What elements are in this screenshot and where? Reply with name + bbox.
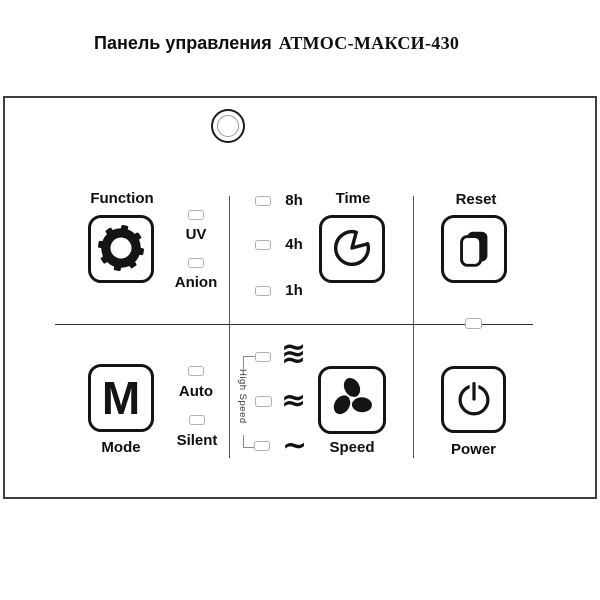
auto-led: [188, 366, 204, 376]
function-label: Function: [90, 190, 154, 207]
speed-high-led: [255, 352, 271, 362]
timer-4h-led: [255, 240, 271, 250]
reset-label: Reset: [455, 191, 497, 208]
title-model: АТМОС-МАКСИ-430: [278, 33, 460, 53]
time-label: Time: [335, 190, 371, 207]
divider-vertical-right: [413, 196, 414, 458]
speed-medium-led: [255, 396, 272, 407]
speed-button[interactable]: [318, 366, 386, 434]
speed-label: Speed: [329, 439, 375, 456]
timer-1h-label: 1h: [285, 282, 303, 299]
anion-label: Anion: [174, 274, 218, 291]
divider-vertical-left: [229, 196, 230, 458]
timer-1h-led: [255, 286, 271, 296]
power-button[interactable]: [441, 366, 506, 433]
auto-label: Auto: [178, 383, 214, 400]
speed-low-led: [254, 441, 270, 451]
mode-button[interactable]: [88, 364, 154, 432]
anion-led: [188, 258, 204, 268]
uv-led: [188, 210, 204, 220]
led-indicator: [465, 318, 482, 329]
gear-icon: [97, 224, 145, 275]
power-label: Power: [450, 441, 496, 458]
silent-led: [189, 415, 205, 425]
filter-replace-icon: [451, 225, 497, 274]
fan-icon: [328, 375, 376, 426]
time-button[interactable]: [319, 215, 385, 283]
power-icon: [451, 375, 497, 424]
timer-8h-label: 8h: [285, 192, 303, 209]
indicator-lamp-inner: [217, 115, 239, 137]
reset-button[interactable]: [441, 215, 507, 283]
indicator-lamp-icon: [211, 109, 245, 143]
speed-medium-wave-icon: ≈: [281, 383, 307, 418]
uv-label: UV: [185, 226, 207, 243]
silent-label: Silent: [176, 432, 218, 449]
function-button[interactable]: [88, 215, 154, 283]
timer-4h-label: 4h: [285, 236, 303, 253]
divider-horizontal: [55, 324, 533, 325]
mode-button-glyph: M: [101, 372, 141, 424]
title-prefix: Панель управления: [94, 33, 272, 53]
high-speed-label: High Speed: [236, 369, 249, 435]
speed-low-wave-icon: ∼: [282, 428, 308, 463]
speed-high-wave-icon: ≋: [281, 336, 307, 371]
timer-clock-icon: [329, 225, 375, 274]
mode-label: Mode: [101, 439, 141, 456]
timer-8h-led: [255, 196, 271, 206]
page-title: [94, 33, 459, 54]
